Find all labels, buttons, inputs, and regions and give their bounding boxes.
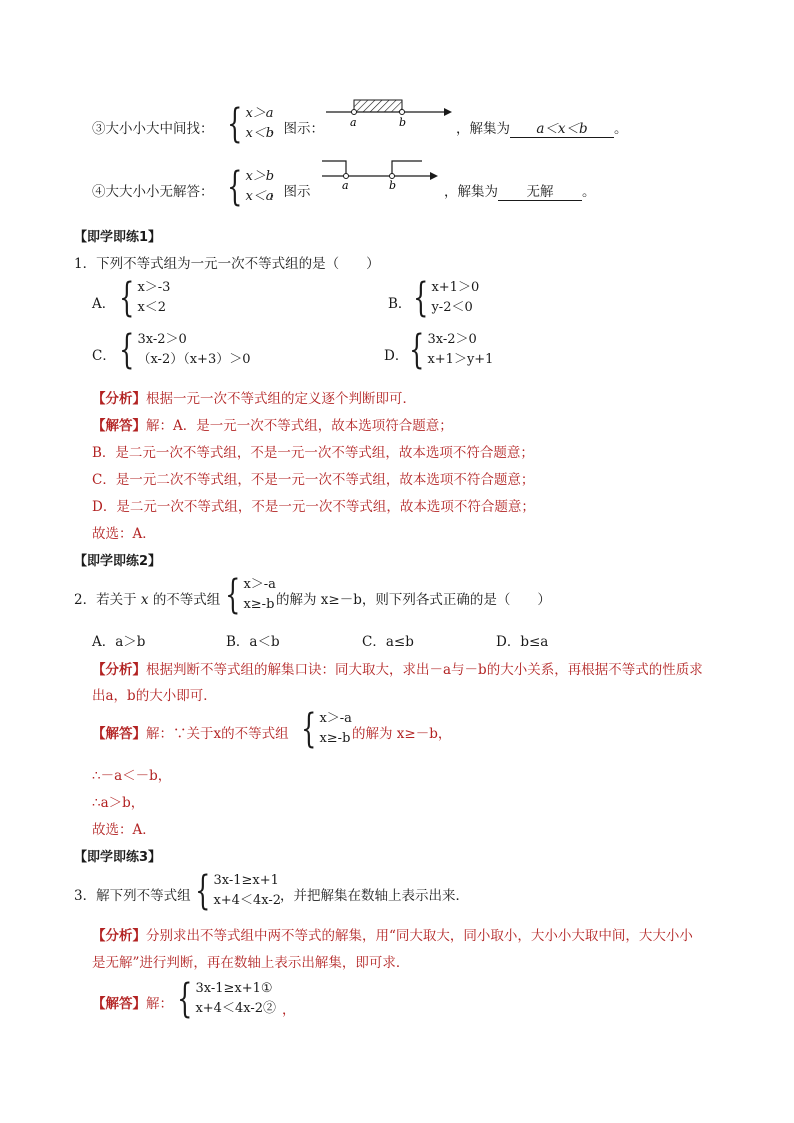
ex3-answer-system: { 3x-1≥x+1① x+4＜4x-2②	[177, 976, 276, 1022]
ex2-option-c: C．a≤b	[362, 634, 414, 650]
ex1-option-b-label: B．	[388, 296, 412, 312]
rule4-tushi: ，图示	[270, 184, 311, 200]
axis-arrow-icon	[430, 172, 438, 180]
ex1-answer-line1	[92, 414, 453, 434]
ex1-answer-line3: C．是一元二次不等式组，不是一元一次不等式组，故本选项不符合题意；	[92, 472, 535, 488]
ex2-q-x: x	[140, 592, 149, 608]
rule4-number-line	[318, 156, 440, 192]
rule4-jieji-text: ，解集为	[444, 184, 498, 200]
ex2-q-pre: 2．若关于	[74, 592, 137, 608]
point-a	[344, 174, 349, 179]
ex3-sys-line2: x+4＜4x-2	[213, 893, 281, 908]
ex2-answer-post: 的解为 x≥－b，	[352, 726, 452, 742]
ex2-question-pre	[74, 588, 220, 608]
rule3-label: ③大小小大中间找：	[92, 121, 214, 137]
ex1-question: 1．下列不等式组为一元一次不等式组的是（ ）	[74, 256, 380, 272]
rule4-end: 。	[582, 184, 596, 200]
rule4-system: { x＞b x＜a	[227, 164, 275, 210]
solution-region	[354, 100, 402, 112]
ex2-answer-pre	[92, 722, 289, 742]
point-b	[390, 174, 395, 179]
ex1-option-a-label: A．	[92, 296, 116, 312]
label-a: a	[342, 179, 349, 192]
ex2-answer-sys-line2: x≥-b	[319, 731, 351, 746]
point-b	[400, 110, 405, 115]
rule4-sys-line2: x＜a	[245, 189, 274, 204]
ex2-option-d: D．b≤a	[496, 634, 549, 650]
rule3-number-line	[322, 96, 452, 130]
ex3-question-post: ，并把解集在数轴上表示出来．	[280, 888, 469, 904]
rule3-end: 。	[614, 121, 628, 137]
ex3-analysis-text1: 分别求出不等式组中两不等式的解集，用“同大取大，同小取小，大小小大取中间，大大小小	[146, 928, 693, 944]
ex1-answer-line2: B．是二元一次不等式组，不是一元一次不等式组，故本选项不符合题意；	[92, 445, 534, 461]
ex2-answer-sys-line1: x＞-a	[319, 711, 352, 726]
ex1-option-d-label: D．	[384, 348, 409, 364]
rule4-label: ④大大小小无解答：	[92, 184, 214, 200]
ex3-analysis-line2: 是无解”进行判断，再在数轴上表示出解集，即可求．	[92, 955, 410, 971]
ex1-option-b-line1: x+1＞0	[431, 280, 480, 295]
rule3-jieji	[456, 117, 628, 138]
ex2-heading: 【即学即练2】	[74, 554, 162, 569]
label-a: a	[350, 116, 357, 129]
rule3-system: { x＞a x＜b	[227, 101, 275, 147]
ex2-answer-system: { x＞-a x≥-b	[301, 706, 352, 752]
ex2-analysis-tag: 【分析】	[92, 662, 146, 678]
ex3-heading: 【即学即练3】	[74, 850, 162, 865]
ex1-option-d-line2: x+1＞y+1	[427, 352, 494, 367]
right-ray	[392, 161, 422, 176]
ex1-analysis	[92, 387, 416, 407]
rule4-answer: 无解	[498, 180, 582, 201]
ex3-answer-pre-text: 解：	[146, 996, 173, 1012]
rule3-sys-line2: x＜b	[245, 126, 275, 141]
ex1-option-b-system: { x+1＞0 y-2＜0	[413, 275, 480, 321]
ex2-analysis-line2: 出a，b的大小即可．	[92, 688, 217, 704]
ex1-option-c-line2: （x-2）（x+3）＞0	[137, 352, 251, 367]
ex1-answer-tag: 【解答】	[92, 418, 146, 434]
rule3-answer: a＜x＜b	[510, 117, 614, 138]
ex2-answer-tag: 【解答】	[92, 726, 146, 742]
ex1-choice: 故选：A．	[92, 526, 156, 542]
ex2-step1: ∴－a＜－b，	[92, 768, 172, 784]
ex3-answer-pre	[92, 992, 173, 1012]
ex2-answer-pre-text: 解：∵关于x的不等式组	[146, 726, 289, 742]
axis-arrow-icon	[444, 108, 452, 116]
ex3-sys-line1: 3x-1≥x+1	[213, 873, 279, 888]
rule4-jieji	[444, 180, 596, 201]
ex1-answer-line4: D．是二元一次不等式组，不是一元一次不等式组，故本选项不符合题意；	[92, 499, 535, 515]
rule3-jieji-text: ，解集为	[456, 121, 510, 137]
ex1-answer-text1: 解：A．是一元一次不等式组，故本选项符合题意；	[146, 418, 453, 434]
ex1-option-c-system: { 3x-2＞0 （x-2）（x+3）＞0	[119, 327, 251, 373]
ex2-sys-line1: x＞-a	[243, 577, 276, 592]
ex1-option-d-system: { 3x-2＞0 x+1＞y+1	[409, 327, 494, 373]
ex3-answer-post: ，	[282, 1002, 296, 1018]
ex1-option-a-system: { x＞-3 x＜2	[119, 275, 171, 321]
ex2-option-b: B．a＜b	[226, 634, 280, 650]
ex1-option-c-label: C．	[92, 348, 116, 364]
ex3-system: { 3x-1≥x+1 x+4＜4x-2	[195, 868, 281, 914]
ex3-analysis-line1	[92, 924, 693, 944]
ex3-analysis-tag: 【分析】	[92, 928, 146, 944]
ex1-option-c-line1: 3x-2＞0	[137, 332, 187, 347]
ex1-analysis-text: 根据一元一次不等式组的定义逐个判断即可．	[146, 391, 416, 407]
label-b: b	[389, 179, 397, 192]
rule4-sys-line1: x＞b	[245, 169, 275, 184]
ex3-answer-sys-line1: 3x-1≥x+1①	[195, 981, 273, 996]
ex1-analysis-tag: 【分析】	[92, 391, 146, 407]
ex3-answer-tag: 【解答】	[92, 996, 146, 1012]
ex2-sys-line2: x≥-b	[243, 597, 275, 612]
ex3-answer-sys-line2: x+4＜4x-2②	[195, 1001, 276, 1016]
ex1-option-d-line1: 3x-2＞0	[427, 332, 477, 347]
ex1-heading: 【即学即练1】	[74, 230, 162, 245]
rule3-tushi: ，图示：	[270, 121, 324, 137]
label-b: b	[399, 116, 407, 129]
point-a	[352, 110, 357, 115]
ex2-q-mid: 的不等式组	[152, 592, 221, 608]
ex1-option-a-line2: x＜2	[137, 300, 167, 315]
ex3-question-pre: 3．解下列不等式组	[74, 888, 191, 904]
ex1-option-b-line2: y-2＜0	[431, 300, 473, 315]
ex2-analysis-text1: 根据判断不等式组的解集口诀：同大取大，求出－a与－b的大小关系，再根据不等式的性质求	[146, 662, 703, 678]
left-ray	[322, 161, 346, 176]
ex2-step2: ∴a＞b，	[92, 795, 145, 811]
ex2-system: { x＞-a x≥-b	[225, 572, 276, 618]
ex1-option-a-line1: x＞-3	[137, 280, 171, 295]
ex2-step3: 故选：A．	[92, 822, 156, 838]
ex2-option-a: A．a＞b	[92, 634, 146, 650]
ex2-question-post: 的解为 x≥－b，则下列各式正确的是（ ）	[276, 592, 551, 608]
ex2-analysis-line1	[92, 658, 703, 678]
rule3-sys-line1: x＞a	[245, 106, 274, 121]
